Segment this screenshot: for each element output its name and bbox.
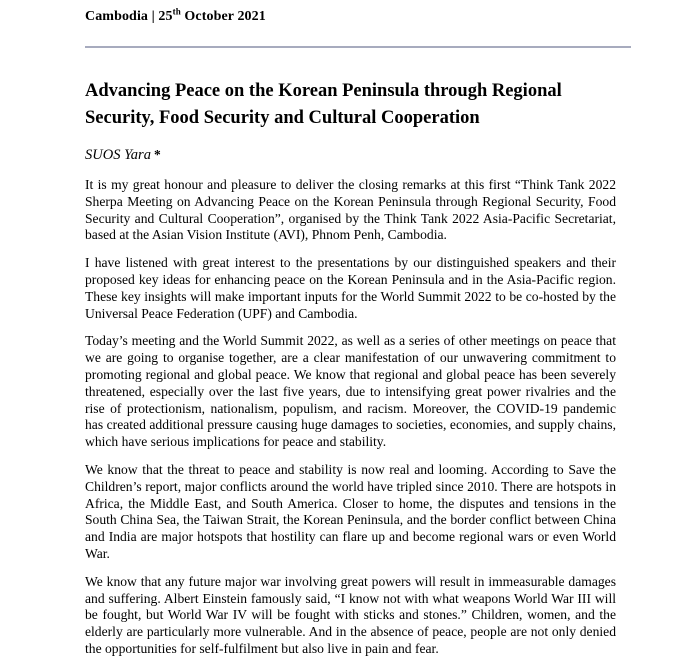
header-divider [85,46,631,48]
paragraph-5: We know that any future major war involving great powers will result in immeasurable damages and suffering. Albert Einstein famously said, “I know not with what weapons World War III will be fought, but World War IV will be fought with sticks and stones.” Children, women, and the elderly are particularly more vulnerable. And in the absence of peace, people are not only denied the opportunities for self-fulfilment but also live in pain and fear. [85,573,616,656]
author-line [85,146,616,164]
paragraph-2: I have listened with great interest to the presentations by our distinguished speakers and their proposed key ideas for enhancing peace on the Korean Peninsula and in the Asia-Pacific region. These key insights will make important inputs for the World Summit 2022 to be co-hosted by the Universal Peace Federation (UPF) and Cambodia. [85,255,616,321]
page-title: Advancing Peace on the Korean Peninsula through Regional Security, Food Security and Cultural Cooperation [85,81,562,128]
paragraph-3: Today’s meeting and the World Summit 2022, as well as a series of other meetings on peace that we are going to organise together, are a clear manifestation of our unwavering commitment to promoting regional and global peace. We know that regional and global peace has been severely threatened, especially over the last five years, due to intensifying great power rivalries and the rise of protectionism, nationalism, populism, and racism. Moreover, the COVID-19 pandemic has created additional pressure causing huge damages to societies, economies, and supply chains, which have serious implications for peace and stability. [85,333,616,450]
dateline-ordinal-suffix: th [172,6,181,17]
paragraph-1: It is my great honour and pleasure to deliver the closing remarks at this first “Think Tank 2022 Sherpa Meeting on Advancing Peace on the Korean Peninsula through Regional Security, Food Security and Cultural Cooperation”, organised by the Think Tank 2022 Asia-Pacific Secretariat, based at the Asian Vision Institute (AVI), Phnom Penh, Cambodia. [85,177,616,243]
document-content [85,0,616,658]
dateline-prefix: Cambodia | 25 [85,9,173,24]
paragraph-4: We know that the threat to peace and stability is now real and looming. According to Save the Children’s report, major conflicts around the world have tripled since 2010. There are hotspots in Africa, the Middle East, and South America. Closer to home, the disputes and tensions in the South China Sea, the Taiwan Strait, the Korean Peninsula, and the border conflict between China and India are major hotspots that hostility can flare up and become regional wars or even World War. [85,461,616,561]
author-name: SUOS Yara [85,147,151,163]
author-footnote-mark: * [153,147,161,162]
dateline-rest: October 2021 [180,9,266,24]
document-dateline [85,0,616,25]
document-body [85,177,616,658]
